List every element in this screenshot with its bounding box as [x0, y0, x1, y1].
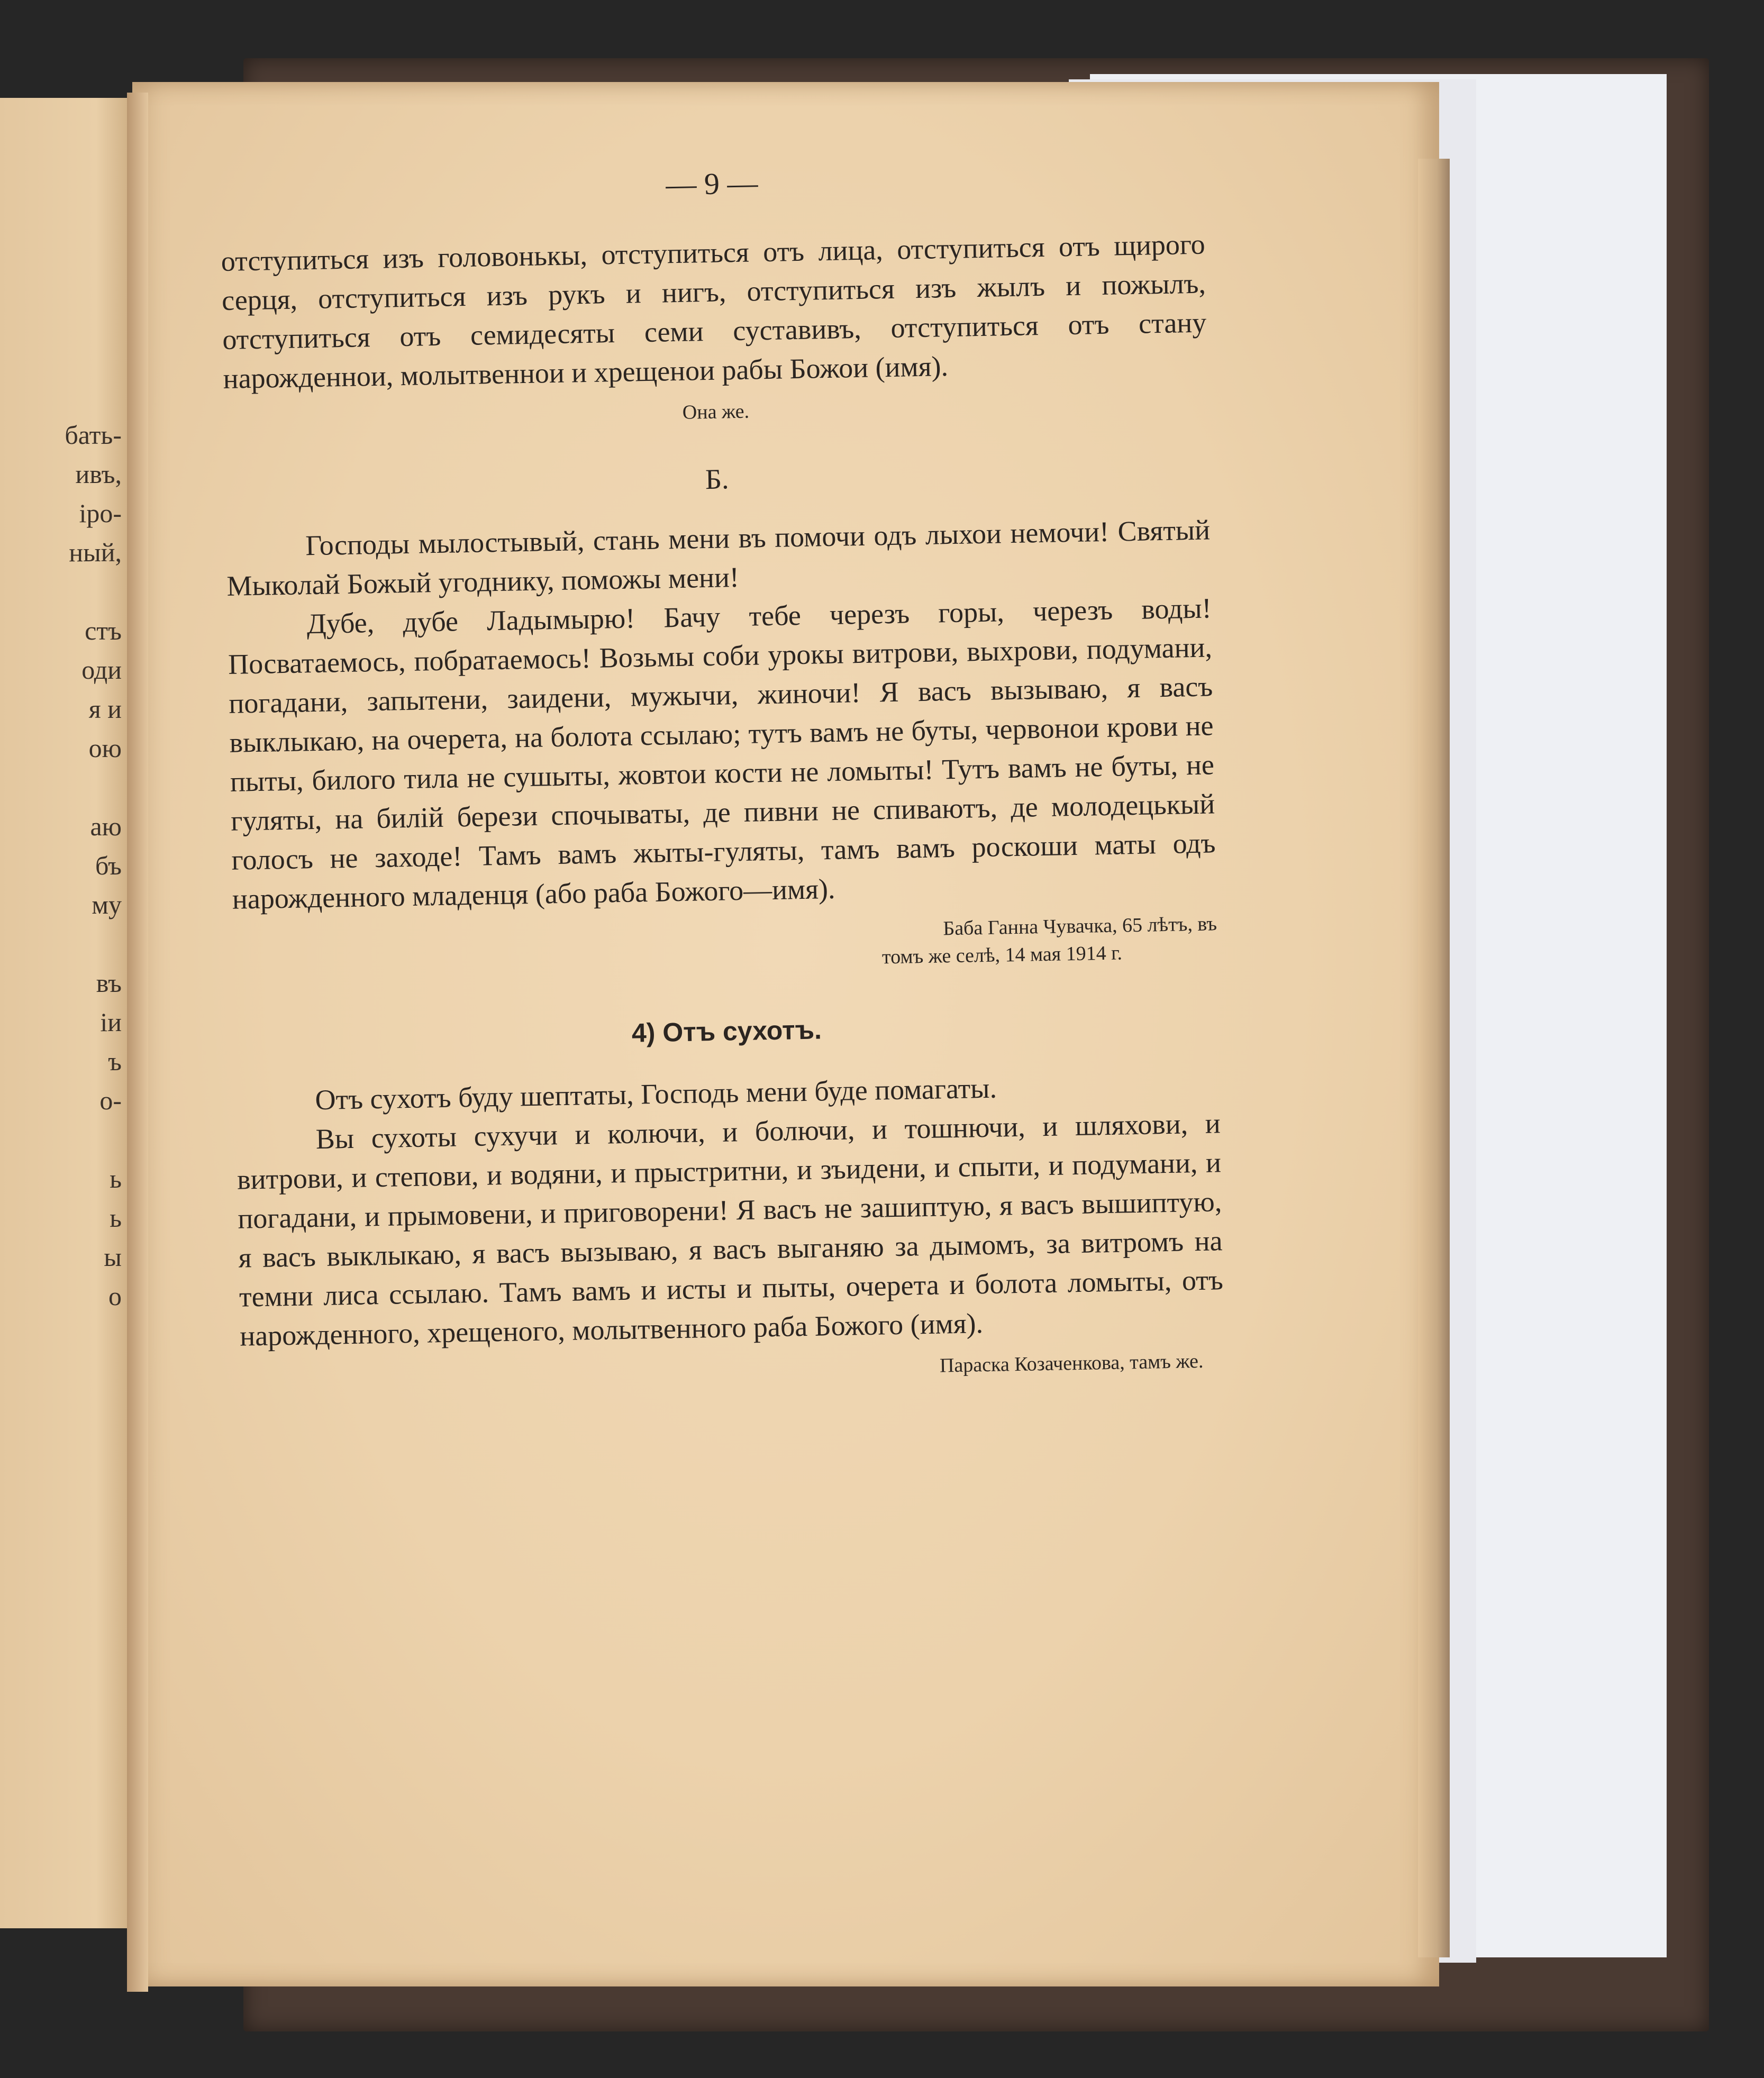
- paragraph: Господы мылостывый, стань мени въ помочи одъ лыхои немочи! Святый Мыколай Божый угоднику, поможы мени!: [226, 514, 1211, 602]
- left-page-fragment: ь: [110, 1203, 122, 1233]
- left-page-fragment: ивъ,: [75, 459, 122, 489]
- source-attribution: [233, 910, 1218, 982]
- left-page-fragment: [0, 768, 132, 807]
- left-page-fragment: [0, 572, 132, 611]
- left-page-fragment: о: [108, 1281, 122, 1311]
- paragraph: Вы сухоты сухучи и колючи, и болючи, и тошнючи, и шляхови, и витрови, и степови, и водяни, и прыстритни, и зъидени, и спыти, и подумани, и погадани, и прымовени, и приговорени! Я васъ не зашиптую, я васъ вышиптую, я васъ выклыкаю, я васъ вызываю, я васъ выганяю за дымомъ, за витромъ на темни лиса ссылаю. Тамъ вамъ и исты и пыты, очерета и болота ломыты, отъ нарожденного, хрещеного, молытвенного раба Божого (имя).: [237, 1107, 1224, 1352]
- left-page-fragment: ою: [88, 733, 122, 763]
- source-attribution: Она же.: [682, 400, 750, 424]
- paragraph: Отъ сухотъ буду шептаты, Господь мени буде помагаты.: [315, 1072, 997, 1116]
- left-page-fragment: аю: [90, 812, 122, 841]
- source-line: томъ же селѣ, 14 мая 1914 г.: [881, 942, 1123, 969]
- left-page-fragment: іро-: [79, 498, 122, 528]
- left-page-fragment: бъ: [95, 851, 122, 880]
- left-page-fragment: ный,: [69, 537, 122, 567]
- page-number: — 9 —: [665, 166, 758, 202]
- left-page-fragment: [0, 1120, 132, 1159]
- book-gutter: [127, 93, 148, 1992]
- left-page-text: [0, 415, 132, 1316]
- left-page-fragment: стъ: [85, 616, 122, 645]
- left-page-fragment: ы: [104, 1242, 122, 1272]
- section-heading: 4) Отъ сухотъ.: [631, 1015, 822, 1048]
- left-page: [0, 98, 138, 1928]
- section-marker: Б.: [705, 463, 729, 496]
- left-page-fragment: іи: [100, 1007, 122, 1037]
- left-page-fragment: [0, 924, 132, 963]
- left-page-fragment: бать-: [65, 420, 122, 450]
- left-page-fragment: му: [92, 890, 122, 919]
- left-page-fragment: ъ: [108, 1046, 122, 1076]
- left-page-fragment: въ: [96, 968, 122, 998]
- left-page-fragment: ь: [110, 1164, 122, 1193]
- left-page-fragment: оди: [81, 655, 122, 685]
- page-content: [220, 158, 1225, 1397]
- source-line: Баба Ганна Чувачка, 65 лѣтъ, въ: [943, 913, 1217, 940]
- source-attribution: Параска Козаченкова, тамъ же.: [939, 1350, 1204, 1377]
- left-page-fragment: о-: [99, 1086, 122, 1115]
- page-edge: [1418, 159, 1450, 1957]
- paragraph-continued: отступиться изъ головонькы, отступиться отъ лица, отступиться отъ щирого серця, отступиться изъ рукъ и нигъ, отступиться изъ жылъ и пожылъ, отступиться отъ семидесяты семи суставивъ, отступиться отъ стану нарожденнои, молытвеннои и хрещенои рабы Божои (имя).: [221, 228, 1207, 395]
- paragraph: Дубе, дубе Ладымырю! Бачу тебе черезъ горы, черезъ воды! Посватаемось, побратаемось! Возьмы соби урокы витрови, выхрови, подумани, погадани, запытени, заидени, мужычи, жиночи! Я васъ вызываю, я васъ выклыкаю, на очерета, на болота ссылаю; тутъ вамъ не буты, червонои крови не пыты, билого тила не сушыты, жовтои кости не ломыты! Тутъ вамъ не буты, не гуляты, на билій берези спочываты, де пивни не спиваютъ, де молодецькый голосъ не заходе! Тамъ вамъ жыты-гуляты, тамъ вамъ роскоши маты одъ нарожденного младенця (або раба Божого—имя).: [228, 592, 1216, 915]
- left-page-fragment: я и: [88, 694, 122, 724]
